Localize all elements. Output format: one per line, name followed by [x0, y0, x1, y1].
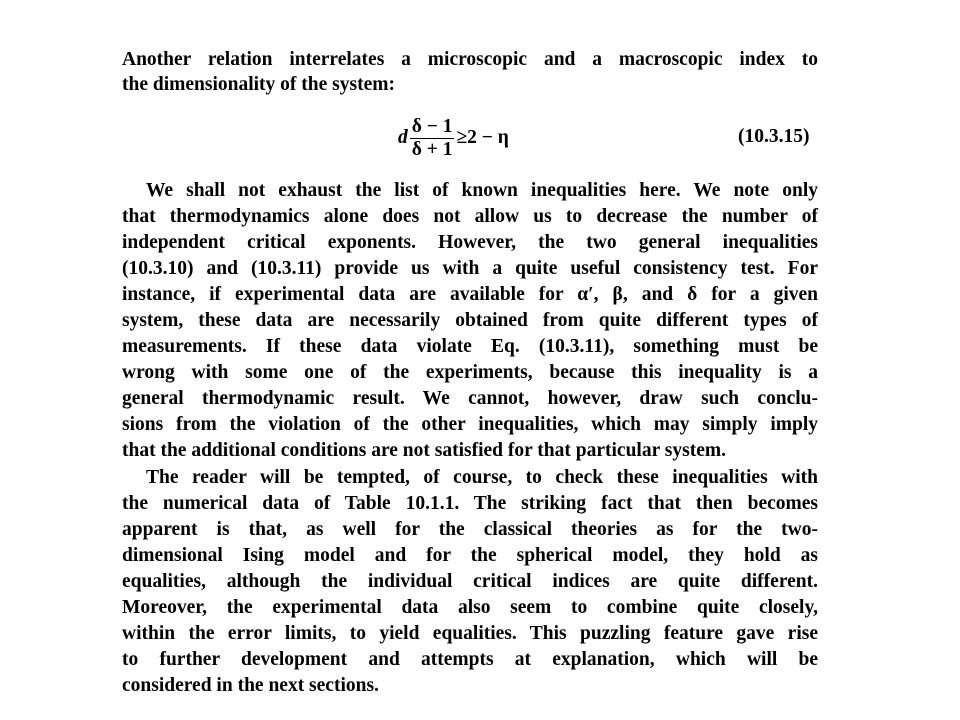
equation-rhs: ≥2 − η: [456, 127, 509, 148]
text-line: instance, if experimental data are available for α′, β, and δ for a given: [122, 284, 818, 305]
text-line: that thermodynamics alone does not allow us to decrease the number of: [122, 206, 818, 227]
text-line: the dimensionality of the system:: [122, 74, 395, 95]
text-line: that the additional conditions are not satisfied for that particular system.: [122, 440, 726, 461]
text-line: Another relation interrelates a microscopic and a macroscopic index to: [122, 49, 818, 70]
equation-number: (10.3.15): [738, 126, 810, 147]
equation-fraction: [410, 116, 455, 161]
text-line: equalities, although the individual critical indices are quite different.: [122, 571, 818, 592]
text-line: apparent is that, as well for the classical theories as for the two-: [122, 519, 818, 540]
text-line: dimensional Ising model and for the spherical model, they hold as: [122, 545, 818, 566]
equation-denominator: δ + 1: [411, 138, 453, 160]
text-line: considered in the next sections.: [122, 675, 379, 696]
text-line: sions from the violation of the other inequalities, which may simply imply: [122, 414, 818, 435]
text-line: (10.3.10) and (10.3.11) provide us with a quite useful consistency test. For: [122, 258, 818, 279]
equation-lhs-variable: d: [398, 127, 408, 148]
text-line: The reader will be tempted, of course, to check these inequalities with: [146, 467, 818, 488]
text-line: independent critical exponents. However, the two general inequalities: [122, 232, 818, 253]
equation-10-3-15: [398, 106, 509, 170]
text-line: the numerical data of Table 10.1.1. The striking fact that then becomes: [122, 493, 818, 514]
text-line: to further development and attempts at explanation, which will be: [122, 649, 818, 670]
text-line: We shall not exhaust the list of known inequalities here. We note only: [146, 180, 818, 201]
text-line: system, these data are necessarily obtained from quite different types of: [122, 310, 818, 331]
equation-numerator: δ − 1: [411, 115, 453, 137]
text-line: Moreover, the experimental data also seem to combine quite closely,: [122, 597, 818, 618]
text-line: general thermodynamic result. We cannot, however, draw such conclu-: [122, 388, 818, 409]
text-line: within the error limits, to yield equalities. This puzzling feature gave rise: [122, 623, 818, 644]
text-line: measurements. If these data violate Eq. (10.3.11), something must be: [122, 336, 818, 357]
text-line: wrong with some one of the experiments, because this inequality is a: [122, 362, 818, 383]
